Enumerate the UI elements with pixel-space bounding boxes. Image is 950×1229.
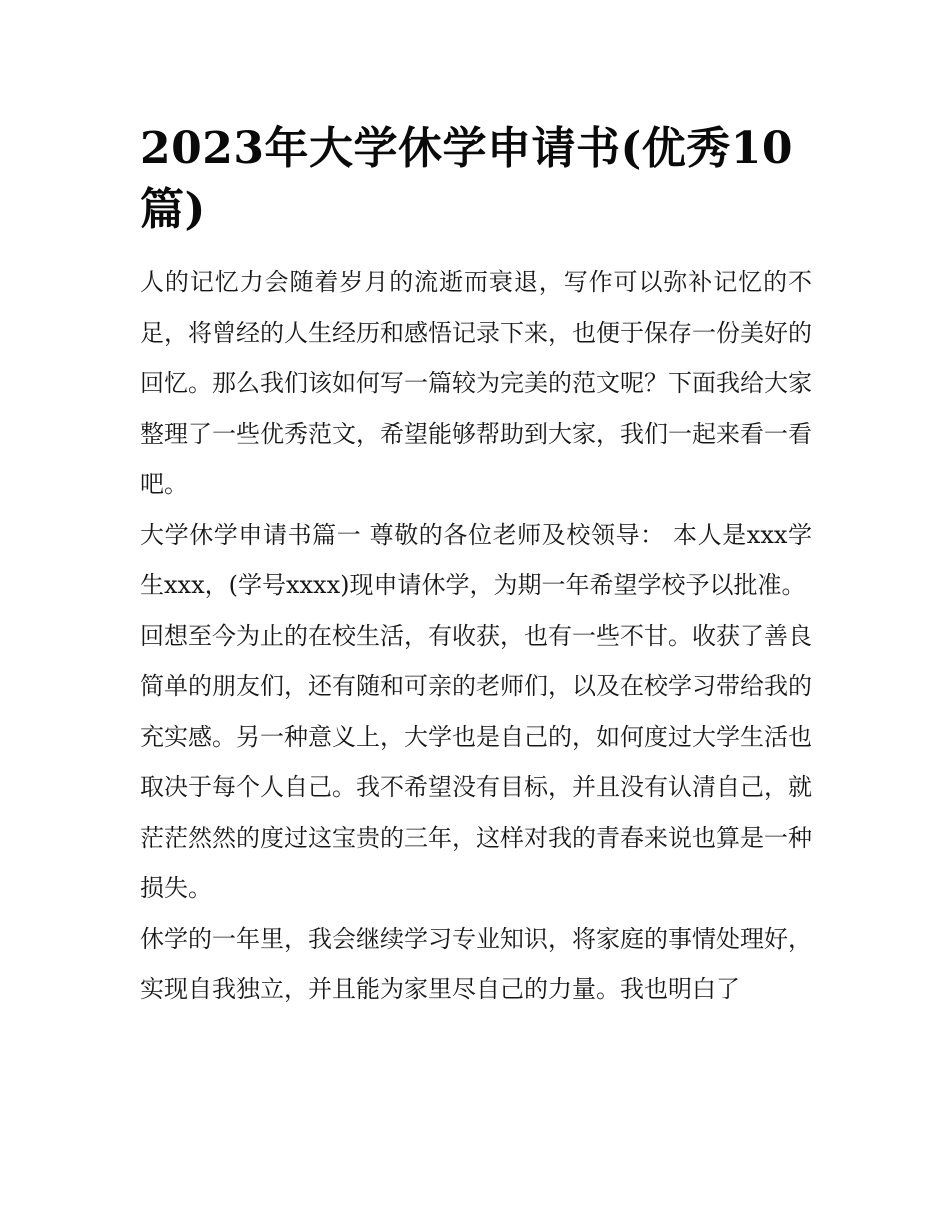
- paragraph-application-opening: 大学休学申请书篇一 尊敬的各位老师及校领导： 本人是xxx学生xxx，(学号xxxx)现申请休学，为期一年希望学校予以批准。: [140, 520, 812, 599]
- document-body: [140, 118, 812, 1015]
- paragraph-intro: 人的记忆力会随着岁月的流逝而衰退，写作可以弥补记忆的不足，将曾经的人生经历和感悟记录下来，也便于保存一份美好的回忆。那么我们该如何写一篇较为完美的范文呢？下面我给大家整理了一些优秀范文，希望能够帮助到大家，我们一起来看一看吧。: [140, 268, 812, 498]
- document-title: 2023年大学休学申请书(优秀10篇): [140, 123, 794, 235]
- paragraph-plan: 休学的一年里，我会继续学习专业知识，将家庭的事情处理好，实现自我独立，并且能为家里尽自己的力量。我也明白了: [140, 924, 812, 1003]
- paragraph-reflection: 回想至今为止的在校生活，有收获，也有一些不甘。收获了善良简单的朋友们，还有随和可亲的老师们，以及在校学习带给我的充实感。另一种意义上，大学也是自己的，如何度过大学生活也取决于每个人自己。我不希望没有目标，并且没有认清自己，就茫茫然然的度过这宝贵的三年，这样对我的青春来说也算是一种损失。: [140, 621, 812, 902]
